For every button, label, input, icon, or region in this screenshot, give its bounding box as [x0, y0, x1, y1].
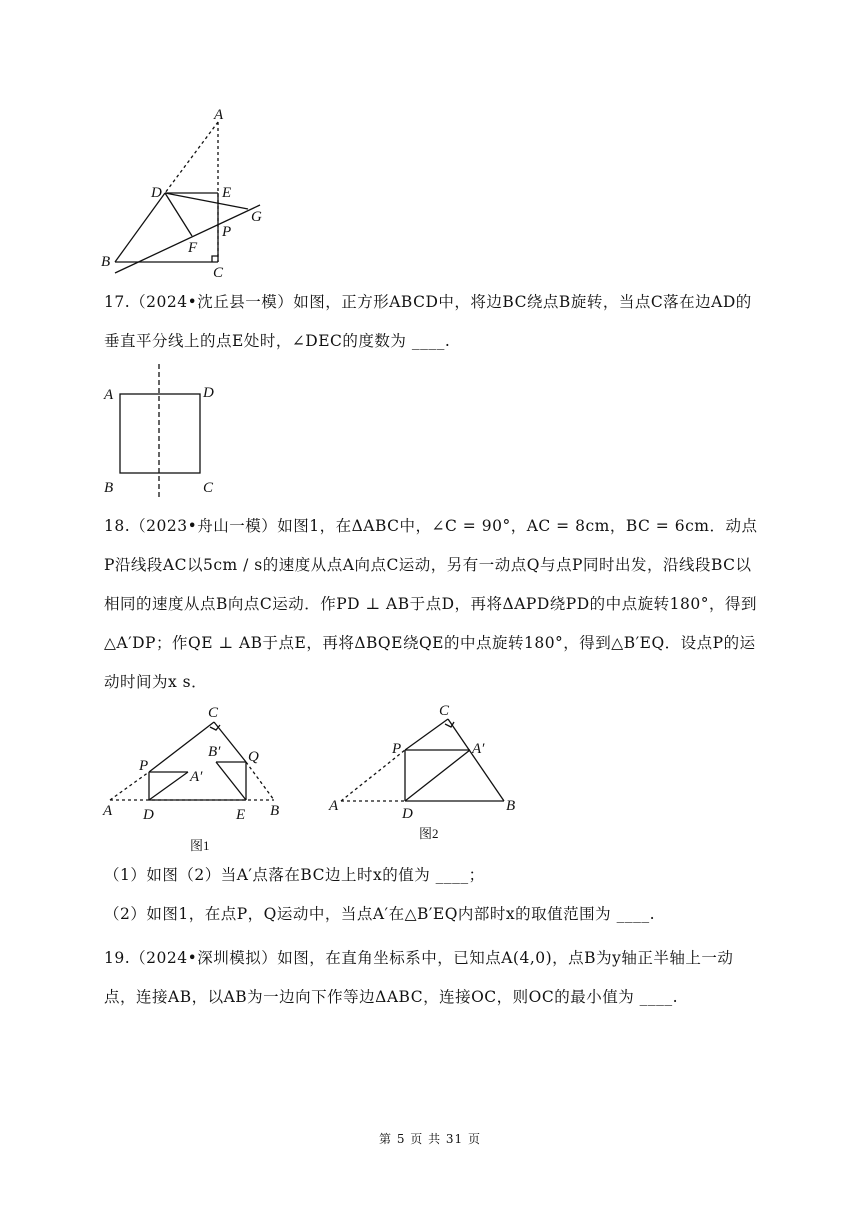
label-B: B [101, 254, 111, 270]
square-ABCD [120, 394, 200, 473]
question-19-text: 19.（2024•深圳模拟）如图，在直角坐标系中，已知点A(4,0)，点B为y轴正半轴上一动点，连接AB，以AB为一边向下作等边ΔABC，连接OC，则OC的最小值为 ____. [104, 949, 734, 1006]
label-A: A [104, 387, 114, 403]
page-footer: 第 5 页 共 31 页 [379, 1132, 481, 1146]
segment-DG [165, 193, 248, 209]
segment-B1E [216, 762, 246, 800]
label-D: D [203, 385, 214, 401]
figure-caption: 图1 [190, 838, 210, 853]
question-18-part-1: （1）如图（2）当A′点落在BC边上时x的值为 ____； [104, 866, 485, 884]
figure-q18-2 [325, 700, 525, 850]
label-B-prime: B′ [208, 744, 221, 760]
segment-DF [165, 193, 192, 236]
label-B: B [506, 798, 516, 814]
label-B: B [104, 480, 114, 496]
right-angle-mark [212, 256, 218, 262]
segment-PC [405, 719, 448, 750]
segment-DA1 [405, 750, 470, 801]
segment-AP [110, 772, 149, 800]
label-P: P [392, 741, 402, 757]
label-C: C [213, 265, 224, 280]
label-P: P [139, 758, 149, 774]
label-A: A [329, 798, 339, 814]
figure-q17 [100, 360, 225, 500]
label-Q: Q [248, 749, 259, 765]
label-G: G [251, 209, 262, 225]
label-C: C [439, 703, 450, 719]
segment-AD [165, 122, 218, 193]
label-D: D [143, 807, 154, 823]
question-17-text: 17.（2024•沈丘县一模）如图，正方形ABCD中，将边BC绕点B旋转，当点C落在边AD的垂直平分线上的点E处时，∠DEC的度数为 ____. [104, 293, 752, 350]
question-18-text: 18.（2023•舟山一模）如图1，在ΔABC中，∠C = 90°，AC = 8cm，BC = 6cm．动点P沿线段AC以5cm / s的速度从点A向点C运动，另有一动点Q与点P同时出发，沿线段BC以相同的速度从点B向点C运动．作PD ⊥ AB于点D，再将ΔAPD绕PD的中点旋转180°，得到△A′DP；作QE ⊥ AB于点E，再将ΔBQE绕QE的中点旋转180°，得到△B′EQ．设点P的运动时间为x s． [104, 517, 758, 691]
label-D: D [151, 185, 162, 201]
figure-caption: 图2 [419, 826, 439, 841]
label-D: D [402, 806, 413, 822]
label-P: P [222, 224, 232, 240]
label-C: C [208, 705, 219, 721]
label-A: A [214, 107, 224, 123]
figure-q18-1 [98, 700, 298, 858]
label-A: A [103, 803, 113, 819]
label-A-prime: A′ [472, 741, 485, 757]
figure-q16 [95, 105, 285, 280]
label-A-prime: A′ [190, 769, 203, 785]
segment-QB [246, 762, 274, 800]
label-F: F [188, 240, 198, 256]
segment-DA1 [149, 772, 188, 800]
label-B: B [270, 803, 280, 819]
line-through-F-G [115, 205, 260, 273]
segment-AP [341, 750, 405, 801]
label-E: E [222, 185, 232, 201]
label-E: E [236, 807, 246, 823]
segment-DB [115, 193, 165, 262]
right-angle-mark [210, 725, 220, 730]
label-C: C [203, 480, 214, 496]
question-18-part-2: （2）如图1，在点P，Q运动中，当点A′在△B′EQ内部时x的取值范围为 ____. [104, 905, 656, 923]
segment-PC [149, 722, 214, 772]
